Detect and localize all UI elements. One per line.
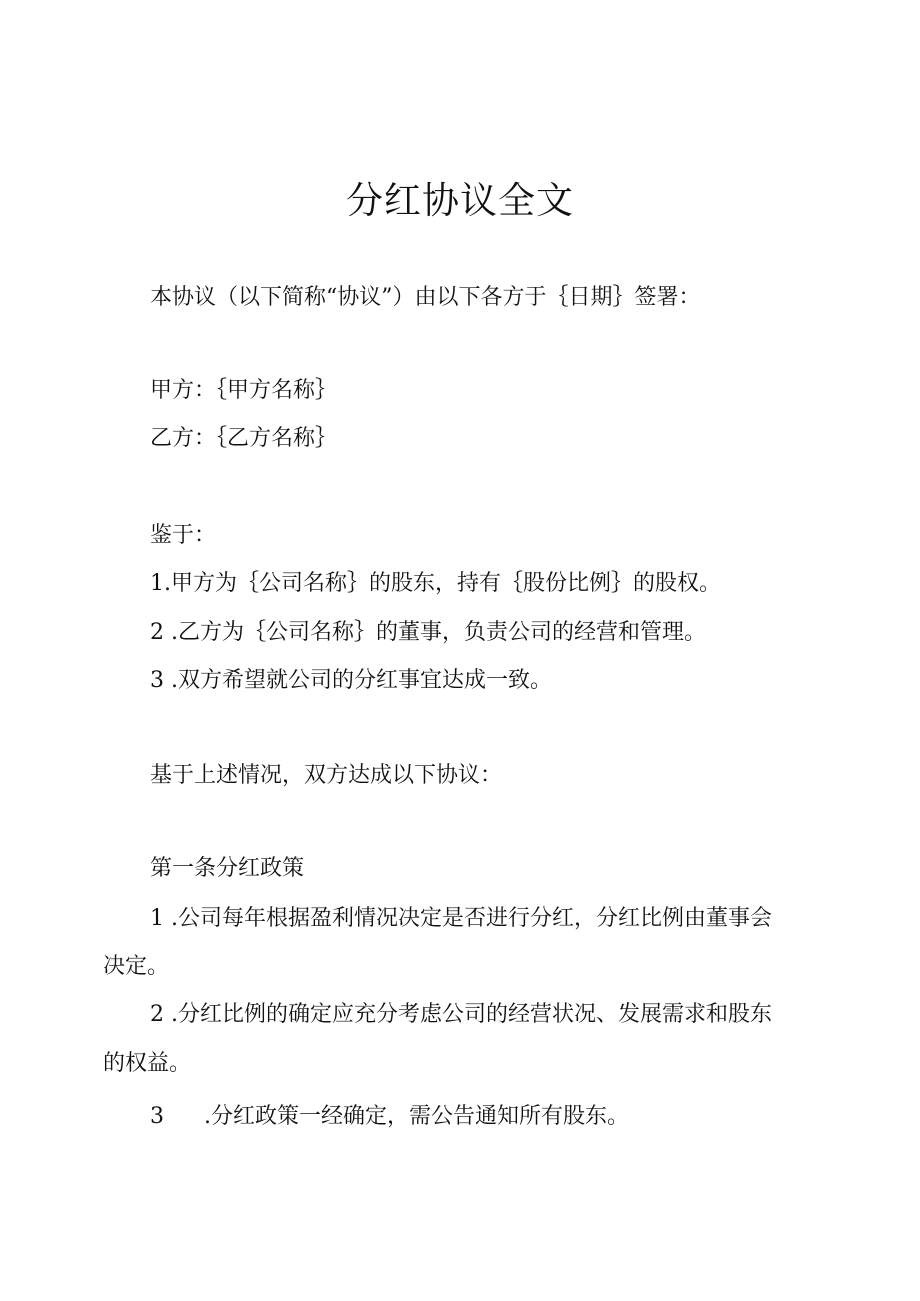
- party-a-line: 甲方：｛甲方名称｝: [150, 378, 338, 403]
- item-number: 2: [150, 620, 164, 645]
- article-item: [150, 1102, 629, 1132]
- whereas-item: [150, 666, 552, 696]
- item-text: .分红政策一经确定，需公告通知所有股东。: [204, 1104, 629, 1129]
- whereas-item: [150, 618, 706, 648]
- item-number: 3: [150, 668, 164, 693]
- item-text: .分红比例的确定应充分考虑公司的经营状况、发展需求和股东: [171, 1002, 772, 1027]
- whereas-item: [150, 569, 721, 599]
- intro-paragraph: 本协议（以下简称“协议”）由以下各方于｛日期｝签署：: [150, 285, 701, 310]
- article-item: [150, 1000, 772, 1030]
- item-number: 1: [150, 906, 164, 931]
- document-title: 分红协议全文: [346, 179, 574, 222]
- item-text: .乙方为｛公司名称｝的董事，负责公司的经营和管理。: [171, 620, 706, 645]
- article-heading: 第一条分红政策: [150, 856, 305, 881]
- item-number: 3: [150, 1104, 164, 1129]
- item-number: 1.: [150, 571, 171, 596]
- agreement-lead: 基于上述情况，双方达成以下协议：: [150, 763, 503, 788]
- whereas-heading: 鉴于：: [150, 523, 217, 548]
- item-text: .双方希望就公司的分红事宜达成一致。: [171, 668, 552, 693]
- article-item-continuation: 决定。: [103, 954, 170, 979]
- article-item-continuation: 的权益。: [103, 1051, 192, 1076]
- item-number: 2: [150, 1002, 164, 1027]
- party-b-line: 乙方：｛乙方名称｝: [150, 426, 338, 451]
- item-text: .公司每年根据盈利情况决定是否进行分红，分红比例由董事会: [171, 906, 772, 931]
- item-text: 甲方为｛公司名称｝的股东，持有｛股份比例｝的股权。: [171, 571, 722, 596]
- article-item: [150, 904, 772, 934]
